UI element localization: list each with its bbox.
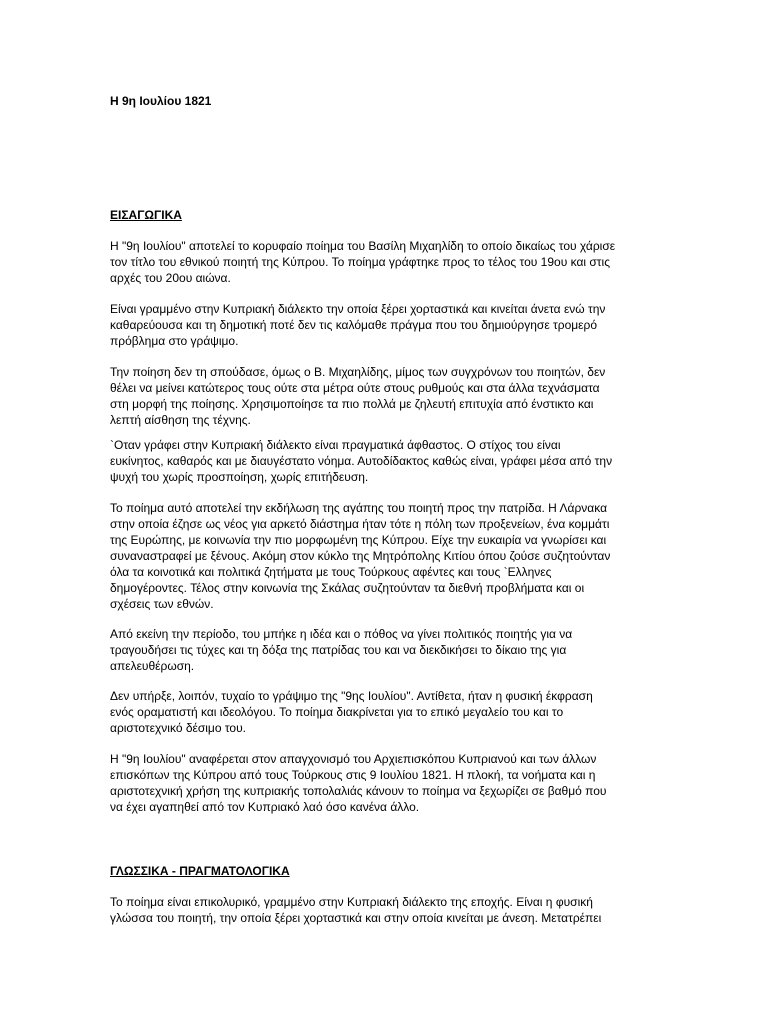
paragraph-intro-6 <box>110 626 650 674</box>
text-line: στη μορφή της ποίησης. Χρησιμοποίησε τα πιο πολλά με ζηλευτή επιτυχία από ένστικτο και <box>110 397 594 411</box>
text-line: σχέσεις των εθνών. <box>110 597 214 611</box>
text-line: λεπτή αίσθηση της τέχνης. <box>110 413 251 427</box>
paragraph-intro-1 <box>110 238 650 286</box>
paragraph-intro-2 <box>110 301 650 349</box>
text-line: όλα τα κοινοτικά και πολιτικά ζητήματα με τους Τούρκους αφέντες και τους `Ελληνες <box>110 565 552 579</box>
text-line: Δεν υπήρξε, λοιπόν, τυχαίο το γράψιμο της "9ης Ιουλίου". Αντίθετα, ήταν η φυσική έκφραση <box>110 689 593 703</box>
text-line: Η "9η Ιουλίου" αναφέρεται στον απαγχονισμό του Αρχιεπισκόπου Κυπριανού και των άλλων <box>110 752 597 766</box>
text-line: καθαρεύουσα και τη δημοτική ποτέ δεν τις καλόμαθε πράγμα που του δημιούργησε τρομερό <box>110 318 598 332</box>
text-line: ευκίνητος, καθαρός και με διαυγέστατο νόημα. Αυτοδίδακτος καθώς είναι, γράφει μέσα από την <box>110 454 613 468</box>
paragraph-intro-3 <box>110 364 650 428</box>
text-line: θέλει να μείνει κατώτερος τους ούτε στα μέτρα ούτε στους ρυθμούς και στα άλλα τεχνάσματα <box>110 381 600 395</box>
section-heading-linguistic: ΓΛΩΣΣΙΚΑ - ΠΡΑΓΜΑΤΟΛΟΓΙΚΑ <box>110 864 290 878</box>
text-line: αριστοτεχνική χρήση της κυπριακής τοπολαλιάς κάνουν το ποίημα να ξεχωρίζει σε βαθμό που <box>110 784 607 798</box>
paragraph-intro-4 <box>110 437 650 485</box>
text-line: Από εκείνη την περίοδο, του μπήκε η ιδέα και ο πόθος να γίνει πολιτικός ποιητής για να <box>110 627 573 641</box>
text-line: Είναι γραμμένο στην Κυπριακή διάλεκτο την οποία ξέρει χορταστικά και κινείται άνετα ενώ την <box>110 302 606 316</box>
text-line: δημογέροντες. Τέλος στην κοινωνία της Σκάλας συζητούνταν τα διεθνή προβλήματα και οι <box>110 581 585 595</box>
paragraph-intro-7 <box>110 688 650 736</box>
text-line: τραγουδήσει τις τύχες και τη δόξα της πατρίδας του και να διεκδικήσει το δίκαιο της για <box>110 643 567 657</box>
text-line: `Οταν γράφει στην Κυπριακή διάλεκτο είναι πραγματικά άφθαστος. Ο στίχος του είναι <box>110 438 561 452</box>
paragraph-intro-5 <box>110 500 650 612</box>
text-line: επισκόπων της Κύπρου από τους Τούρκους στις 9 Ιουλίου 1821. Η πλοκή, τα νοήματα και η <box>110 768 596 782</box>
text-line: συναναστραφεί με ξένους. Ακόμη στον κύκλο της Μητρόπολης Κιτίου όπου ζούσε συζητούνταν <box>110 549 611 563</box>
text-line: τον τίτλο του εθνικού ποιητή της Κύπρου. Το ποίημα γράφτηκε προς το τέλος του 19ου και στις <box>110 255 610 269</box>
paragraph-linguistic-1 <box>110 894 650 926</box>
text-line: γλώσσα του ποιητή, την οποία ξέρει χορταστικά και στην οποία κινείται με άνεση. Μετατρέπει <box>110 911 602 925</box>
text-line: στην οποία έζησε ως νέος για αρκετό διάστημα ήταν τότε η πόλη των προξενείων, ένα κομμάτι <box>110 517 610 531</box>
document-title: Η 9η Ιουλίου 1821 <box>110 94 212 108</box>
text-line: απελευθέρωση. <box>110 659 195 673</box>
text-line: Το ποίημα είναι επικολυρικό, γραμμένο στην Κυπριακή διάλεκτο της εποχής. Είναι η φυσική <box>110 895 593 909</box>
text-line: Την ποίηση δεν τη σπούδασε, όμως ο Β. Μιχαηλίδης, μίμος των συγχρόνων του ποιητών, δεν <box>110 365 606 379</box>
text-line: της Ευρώπης, με κοινωνία την πιο μορφωμένη της Κύπρου. Είχε την ευκαιρία να γνωρίσει και <box>110 533 607 547</box>
paragraph-intro-8 <box>110 751 650 815</box>
text-line: Η "9η Ιουλίου" αποτελεί το κορυφαίο ποίημα του Βασίλη Μιχαηλίδη το οποίο δικαίως του χάρισε <box>110 239 616 253</box>
text-line: αρχές του 20ου αιώνα. <box>110 271 231 285</box>
text-line: ενός οραματιστή και ιδεολόγου. Το ποίημα διακρίνεται για το επικό μεγαλείο του και το <box>110 705 564 719</box>
text-line: αριστοτεχνικό δέσιμο του. <box>110 721 246 735</box>
text-line: ψυχή του χωρίς προσποίηση, χωρίς επιτήδευση. <box>110 470 369 484</box>
text-line: να έχει αγαπηθεί από τον Κυπριακό λαό όσο κανένα άλλο. <box>110 800 420 814</box>
section-heading-introduction: ΕΙΣΑΓΩΓΙΚΑ <box>110 208 182 222</box>
text-line: Το ποίημα αυτό αποτελεί την εκδήλωση της αγάπης του ποιητή προς την πατρίδα. Η Λάρνακα <box>110 501 608 515</box>
text-line: πρόβλημα στο γράψιμο. <box>110 334 239 348</box>
